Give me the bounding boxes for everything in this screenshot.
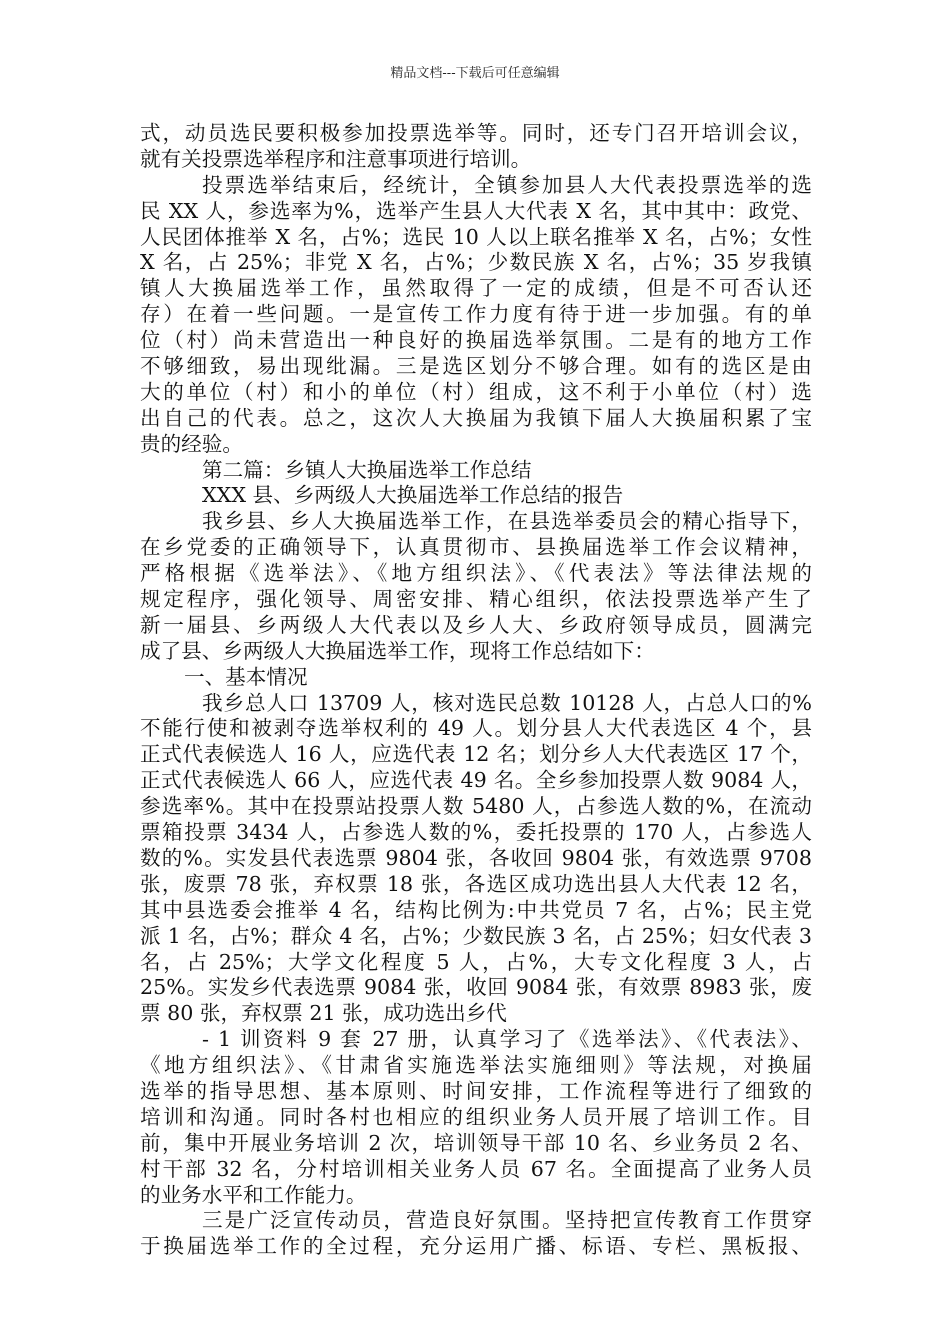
text-line: 在乡党委的正确领导下，认真贯彻市、县换届选举工作会议精神，	[140, 535, 812, 560]
text-line: 正式代表候选人 16 人，应选代表 12 名；划分乡人大代表选区 17 个，	[140, 742, 812, 767]
subsection-heading: 一、基本情况	[184, 664, 308, 689]
text-line: 票 80 张，弃权票 21 张，成功选出乡代	[140, 1001, 507, 1026]
text-line: 式，动员选民要积极参加投票选举等。同时，还专门召开培训会议，	[140, 121, 812, 145]
text-line: 出自己的代表。总之，这次人大换届为我镇下届人大换届积累了宝	[140, 405, 812, 430]
text-line: 的业务水平和工作能力。	[140, 1182, 367, 1207]
text-line: 位（村）尚未营造出一种良好的换届选举氛围。二是有的地方工作	[140, 328, 812, 353]
text-line: 《地方组织法》、《甘肃省实施选举法实施细则》等法规，对换届	[140, 1053, 812, 1078]
text-line: 正式代表候选人 66 人，应选代表 49 名。全乡参加投票人数 9084 人，	[140, 768, 812, 793]
text-line: 我乡县、乡人大换届选举工作，在县选举委员会的精心指导下，	[202, 509, 812, 534]
text-line: 贵的经验。	[140, 431, 243, 456]
text-line: 前，集中开展业务培训 2 次，培训领导干部 10 名、乡业务员 2 名、	[140, 1130, 812, 1155]
text-line: 数的%。实发县代表选票 9804 张，各收回 9804 张，有效选票 9708	[140, 845, 812, 870]
document-body	[140, 121, 812, 1260]
text-line: 三是广泛宣传动员，营造良好氛围。坚持把宣传教育工作贯穿	[202, 1208, 812, 1233]
section-heading: 第二篇：乡镇人大换届选举工作总结	[202, 457, 532, 482]
text-line: 镇人大换届选举工作，虽然取得了一定的成绩，但是不可否认还	[140, 276, 812, 301]
text-line: 村干部 32 名，分村培训相关业务人员 67 名。全面提高了业务人员	[140, 1156, 812, 1181]
text-line: 名，占 25%；大学文化程度 5 人，占%，大专文化程度 3 人，占	[140, 949, 812, 974]
text-line: 于换届选举工作的全过程，充分运用广播、标语、专栏、黑板报、	[140, 1234, 812, 1259]
text-line: X 名，占 25%；非党 X 名，占%；少数民族 X 名，占%；35 岁我镇	[140, 250, 812, 275]
text-line: 派 1 名，占%；群众 4 名，占%；少数民族 3 名，占 25%；妇女代表 3	[140, 923, 812, 948]
page-header: 精品文档---下载后可任意编辑	[390, 66, 560, 81]
text-line: 就有关投票选举程序和注意事项进行培训。	[140, 146, 532, 171]
report-title: XXX 县、乡两级人大换届选举工作总结的报告	[202, 483, 624, 508]
text-line: 新一届县、乡两级人大代表以及乡人大、乡政府领导成员，圆满完	[140, 612, 812, 637]
text-line: 规定程序，强化领导、周密安排、精心组织，依法投票选举产生了	[140, 587, 812, 612]
text-line: 大的单位（村）和小的单位（村）组成，这不利于小单位（村）选	[140, 379, 812, 404]
text-line: 张，废票 78 张，弃权票 18 张，各选区成功选出县人大代表 12 名，	[140, 871, 812, 896]
text-line: 其中县选委会推举 4 名，结构比例为:中共党员 7 名，占%；民主党	[140, 897, 812, 922]
text-line: 我乡总人口 13709 人，核对选民总数 10128 人，占总人口的%	[202, 690, 812, 715]
text-line: 选举的指导思想、基本原则、时间安排，工作流程等进行了细致的	[140, 1078, 812, 1103]
text-line: 参选率%。其中在投票站投票人数 5480 人，占参选人数的%，在流动	[140, 794, 812, 819]
text-line: 民 XX 人，参选率为%，选举产生县人大代表 X 名，其中其中：政党、	[140, 198, 812, 223]
text-line: 票箱投票 3434 人，占参选人数的%，委托投票的 170 人，占参选人	[140, 820, 812, 845]
text-line: 25%。实发乡代表选票 9084 张，收回 9084 张，有效票 8983 张，废	[140, 975, 812, 1000]
text-line: 严格根据《选举法》、《地方组织法》、《代表法》等法律法规的	[140, 561, 812, 586]
text-line: 存）在着一些问题。一是宣传工作力度有待于进一步加强。有的单	[140, 302, 812, 327]
text-line: 不能行使和被剥夺选举权利的 49 人。划分县人大代表选区 4 个，县	[140, 716, 812, 741]
text-line: 投票选举结束后，经统计，全镇参加县人大代表投票选举的选	[202, 172, 812, 197]
text-line: - 1 训资料 9 套 27 册，认真学习了《选举法》、《代表法》、	[202, 1027, 812, 1052]
text-line: 不够细致，易出现纰漏。三是选区划分不够合理。如有的选区是由	[140, 354, 812, 379]
text-line: 成了县、乡两级人大换届选举工作，现将工作总结如下：	[140, 638, 655, 663]
text-line: 培训和沟通。同时各村也相应的组织业务人员开展了培训工作。目	[140, 1104, 812, 1129]
text-line: 人民团体推举 X 名，占%；选民 10 人以上联名推举 X 名，占%；女性	[140, 224, 812, 249]
